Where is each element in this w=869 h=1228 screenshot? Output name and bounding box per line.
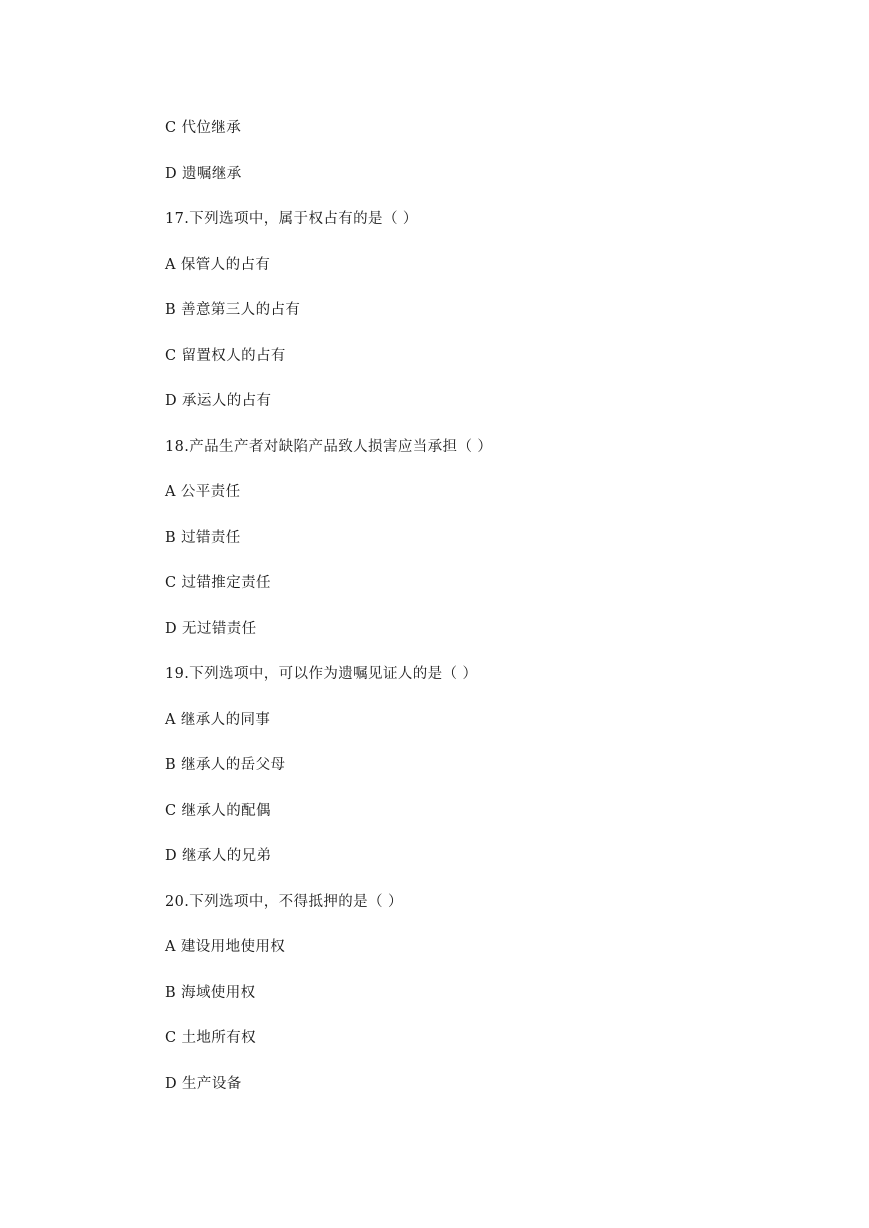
- option-c-q20: C 土地所有权: [165, 1030, 257, 1046]
- question-19: 19.下列选项中，可以作为遗嘱见证人的是（ ）: [165, 666, 478, 682]
- option-c-q19: C 继承人的配偶: [165, 802, 271, 819]
- question-18: 18.产品生产者对缺陷产品致人损害应当承担（ ）: [165, 438, 493, 455]
- option-b-q17: B 善意第三人的占有: [165, 302, 301, 318]
- option-a-q18: A 公平责任: [165, 484, 241, 500]
- question-list: [165, 115, 805, 1116]
- question-20: 20.下列选项中，不得抵押的是（ ）: [165, 893, 403, 910]
- option-a-q19: A 继承人的同事: [165, 711, 271, 728]
- option-a-q17: A 保管人的占有: [165, 256, 271, 273]
- option-d-q16: D 遗嘱继承: [165, 165, 242, 182]
- option-a-q20: A 建设用地使用权: [165, 939, 286, 955]
- option-b-q20: B 海域使用权: [165, 984, 256, 1001]
- option-b-q19: B 继承人的岳父母: [165, 757, 286, 773]
- option-d-q17: D 承运人的占有: [165, 393, 272, 409]
- option-d-q19: D 继承人的兄弟: [165, 848, 272, 864]
- option-c-q16: C 代位继承: [165, 120, 242, 136]
- option-d-q18: D 无过错责任: [165, 620, 257, 637]
- option-c-q17: C 留置权人的占有: [165, 347, 286, 364]
- option-b-q18: B 过错责任: [165, 529, 241, 546]
- option-d-q20: D 生产设备: [165, 1075, 242, 1092]
- question-17: 17.下列选项中，属于权占有的是（ ）: [165, 211, 418, 227]
- option-c-q18: C 过错推定责任: [165, 575, 271, 591]
